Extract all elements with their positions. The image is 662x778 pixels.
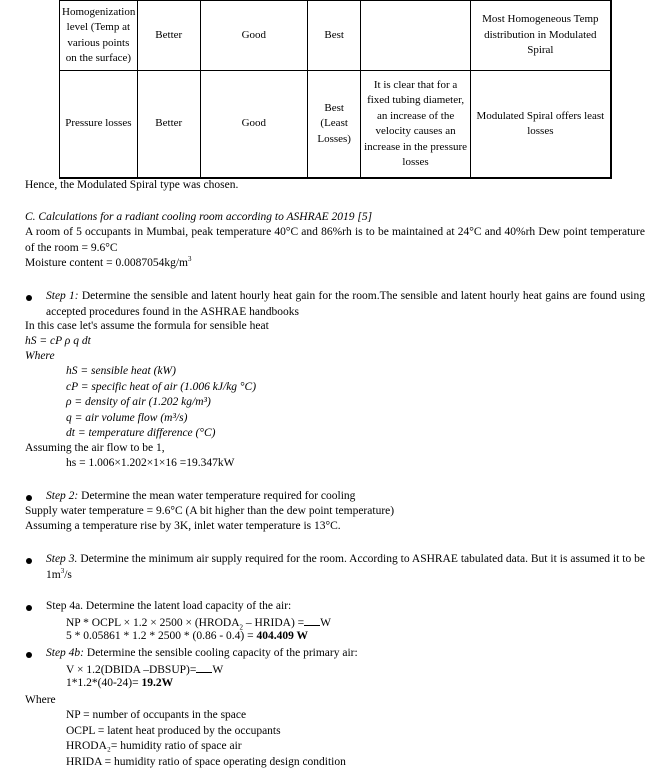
step1-label: Step 1:	[46, 290, 79, 302]
formula-unit: W	[212, 664, 224, 676]
calc-result: 404.409 W	[256, 630, 309, 642]
step4a-calc	[66, 629, 308, 645]
row-label: Homogenization level (Temp at various points on the surface)	[60, 1, 138, 71]
blank-line	[196, 661, 212, 673]
formula-text: NP * OCPL × 1.2 × 2500 × (HRODA	[66, 617, 240, 629]
step4b-calc	[66, 676, 173, 692]
step3-label: Step 3.	[46, 553, 78, 565]
definition-item: NP = number of occupants in the space	[66, 709, 247, 721]
step4b-description: Determine the sensible cooling capacity of the primary air:	[84, 647, 358, 659]
table-cell	[361, 1, 470, 71]
table-cell: Good	[200, 71, 307, 179]
where-definitions	[66, 708, 346, 770]
step2-inlet: Assuming a temperature rise by 3K, inlet water temperature is 13°C.	[25, 520, 341, 532]
step2-label: Step 2:	[46, 490, 79, 502]
step1-definitions	[66, 364, 256, 442]
definition-item: hS = sensible heat (kW)	[66, 365, 176, 377]
where-label: Where	[25, 694, 56, 706]
table-cell: Best (Least Losses)	[307, 71, 361, 179]
comparison-table	[59, 0, 612, 179]
table-cell: It is clear that for a fixed tubing diameter, an increase of the velocity causes an increase in the pressure losses	[361, 71, 470, 179]
formula-text: V × 1.2(DBIDA –DBSUP)=	[66, 664, 197, 676]
row-label: Pressure losses	[60, 71, 138, 179]
definition-item: OCPL = latent heat produced by the occupants	[66, 724, 281, 737]
step4b-text	[46, 646, 358, 662]
table-row	[60, 1, 612, 71]
table-cell: Most Homogeneous Temp distribution in Modulated Spiral	[470, 1, 611, 71]
bullet-icon	[26, 558, 32, 564]
definition-item: cP = specific heat of air (1.006 kJ/kg °C)	[66, 380, 257, 393]
moisture-text: Moisture content = 0.0087054kg/m	[25, 257, 188, 269]
bullet-icon	[26, 295, 32, 301]
step1-result: hs = 1.006×1.202×1×16 =19.347kW	[66, 457, 235, 469]
blank-line	[304, 614, 320, 626]
step4b-label: Step 4b:	[46, 647, 85, 659]
calc-result: 19.2W	[141, 677, 174, 689]
step2-supply: Supply water temperature = 9.6°C (A bit higher than the dew point temperature)	[25, 505, 395, 517]
definition-item: dt = temperature difference (°C)	[66, 427, 216, 439]
definition-item: q = air volume flow (m³/s)	[66, 411, 188, 424]
step2-description: Determine the mean water temperature required for cooling	[78, 490, 356, 502]
calc-text: 1*1.2*(40-24)=	[66, 677, 142, 689]
definition-item: HRIDA = humidity ratio of space operating design condition	[66, 755, 346, 768]
formula-text: – HRIDA) =	[243, 617, 305, 629]
table-cell: Best	[307, 1, 361, 71]
superscript: 3	[60, 566, 65, 575]
step3-description: Determine the minimum air supply required for the room. According to ASHRAE tabulated data. But it is assumed it to be 1m	[46, 553, 645, 581]
section-heading: C. Calculations for a radiant cooling room according to ASHRAE 2019 [5]	[25, 211, 373, 223]
table-row	[60, 71, 612, 179]
step3-text	[46, 552, 645, 583]
unit-tail: /s	[64, 568, 72, 581]
table-cell: Good	[200, 1, 307, 71]
calc-text: 5 * 0.05861 * 1.2 * 2500 * (0.86 - 0.4) =	[66, 630, 257, 642]
step1-where: Where	[25, 350, 55, 362]
conclusion-text: Hence, the Modulated Spiral type was chosen.	[25, 179, 239, 191]
table-cell: Modulated Spiral offers least losses	[470, 71, 611, 179]
step4a-text: Step 4a. Determine the latent load capacity of the air:	[46, 600, 292, 612]
step1-text	[46, 289, 645, 320]
moisture-content	[25, 256, 192, 272]
bullet-icon	[26, 605, 32, 611]
table-cell: Better	[137, 71, 200, 179]
step1-formula: hS = cP ρ q dt	[25, 335, 91, 347]
formula-unit: W	[320, 617, 332, 629]
definition-item: HRODA₂= humidity ratio of space air	[66, 740, 242, 752]
definition-item: ρ = density of air (1.202 kg/m³)	[66, 396, 211, 408]
step1-description: Determine the sensible and latent hourly heat gain for the room.The sensible and latent hourly heat gains are found using accepted procedures found in the ASHRAE handbooks	[46, 290, 645, 318]
step1-assume-flow: Assuming the air flow to be 1,	[25, 442, 165, 454]
bullet-icon	[26, 495, 32, 501]
section-intro: A room of 5 occupants in Mumbai, peak temperature 40°C and 86%rh is to be maintained at 24°C and 40%rh Dew point temperature of the room = 9.6°C	[25, 226, 645, 254]
table-cell: Better	[137, 1, 200, 71]
step2-text	[46, 489, 355, 505]
step1-assume: In this case let's assume the formula for sensible heat	[25, 320, 269, 332]
subscript: 2	[239, 623, 244, 632]
superscript: 3	[188, 255, 192, 264]
bullet-icon	[26, 652, 32, 658]
